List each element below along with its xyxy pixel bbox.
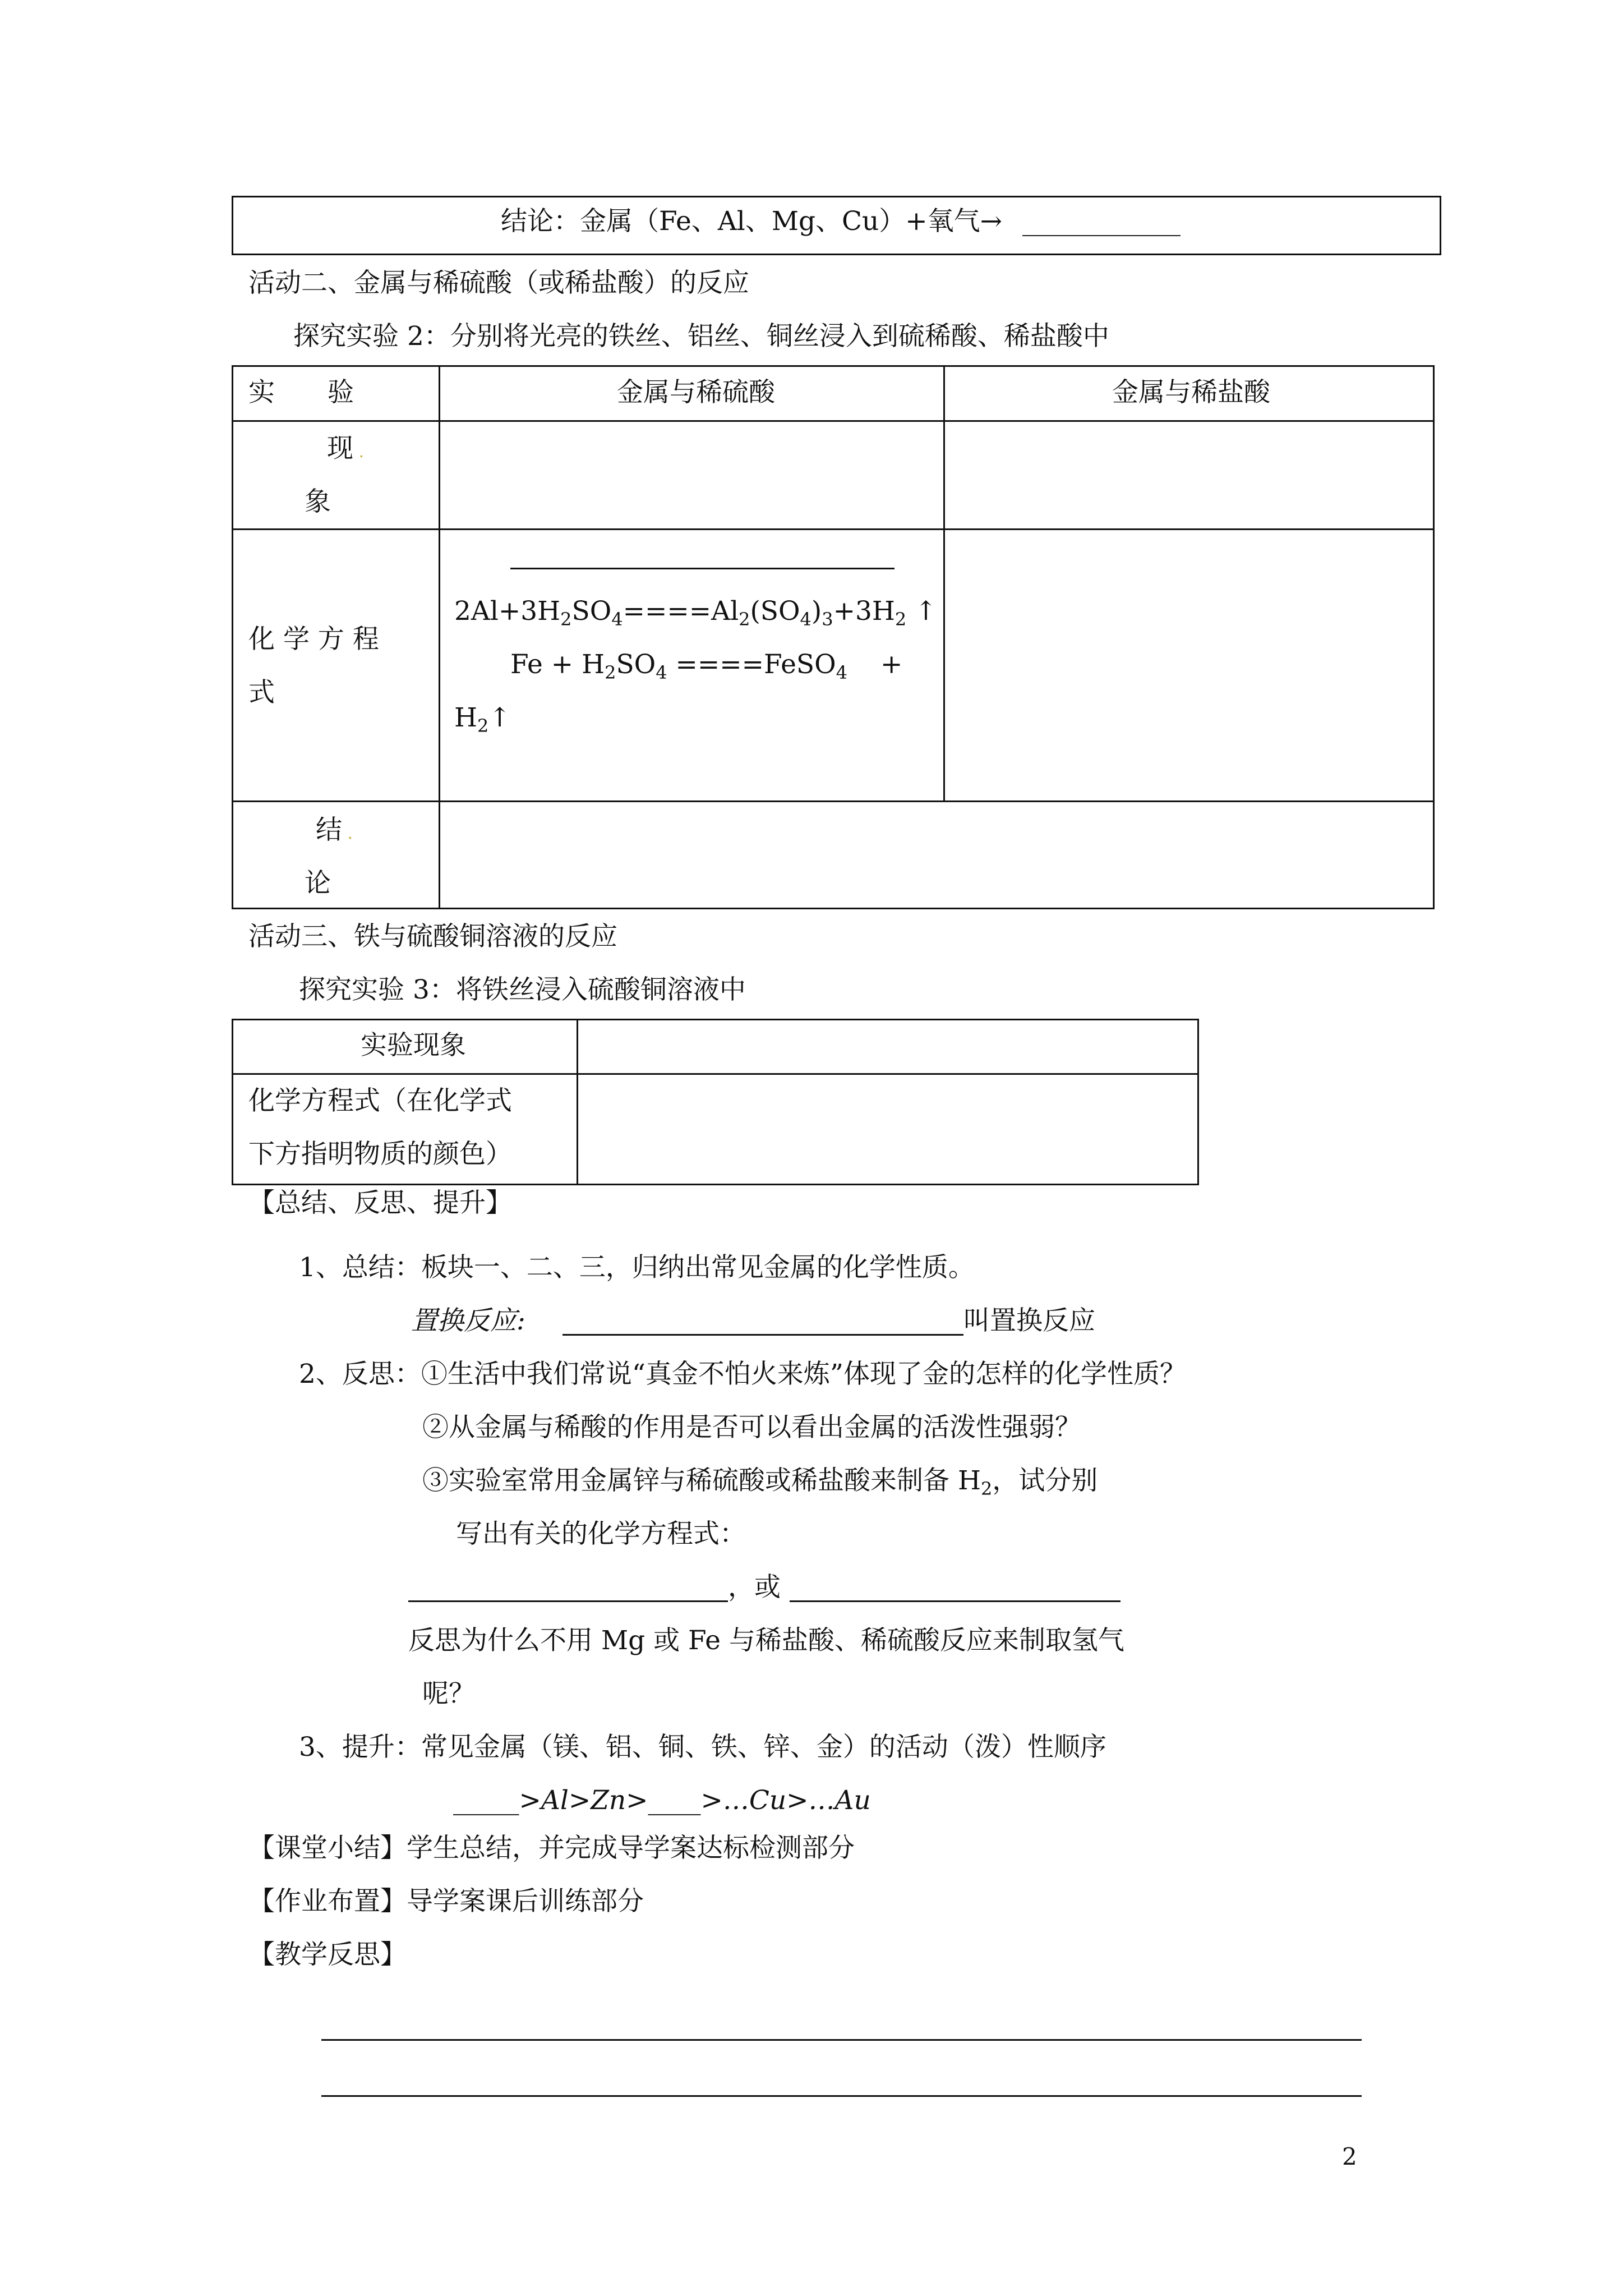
top-conclusion-blank: ____________ <box>1022 206 1181 237</box>
reflection-line-2 <box>321 2095 1362 2097</box>
reflection-line-1 <box>321 2039 1362 2041</box>
homework: 【作业布置】导学案课后训练部分 <box>248 1886 644 1917</box>
row-equation-label-2: 式 <box>248 677 275 708</box>
summary-item-2-q3: ③实验室常用金属锌与稀硫酸或稀盐酸来制备 $H_2$，试分别 <box>422 1465 1098 1499</box>
equation-blank-zinc-2 <box>790 1600 1121 1602</box>
equation-blank-line <box>510 568 895 569</box>
table2-equation-label-2: 下方指明物质的颜色） <box>248 1139 512 1170</box>
reflect-question-line2: 呢？ <box>422 1678 475 1709</box>
summary-item-2-q2: ②从金属与稀酸的作用是否可以看出金属的活泼性强弱？ <box>422 1412 1081 1443</box>
row-conclusion-label-2: 论 <box>305 868 331 899</box>
activity2-title: 活动二、金属与稀硫酸（或稀盐酸）的反应 <box>248 268 749 298</box>
summary-item-3: 3、提升：常见金属（镁、铝、铜、铁、锌、金）的活动（泼）性顺序 <box>299 1732 1106 1763</box>
equation-iron: $Fe + H_2SO_4$ ====FeSO$_4$ <box>510 649 847 683</box>
table1-header-sulfuric: 金属与稀硫酸 <box>617 377 775 408</box>
displacement-suffix: 叫置换反应 <box>963 1305 1095 1336</box>
reflect-question: 反思为什么不用 Mg 或 Fe 与稀盐酸、稀硫酸反应来制取氢气 <box>408 1625 1124 1656</box>
summary-item-2-q3-line2: 写出有关的化学方程式： <box>456 1519 746 1549</box>
activity-order: _____>Al>Zn>____>…Cu>…Au <box>453 1785 871 1816</box>
class-summary: 【课堂小结】学生总结，并完成导学案达标检测部分 <box>248 1833 855 1864</box>
row-phenomenon-label: 现 . <box>327 433 365 464</box>
table1-header-hydrochloric: 金属与稀盐酸 <box>1112 377 1270 408</box>
summary-item-2: 2、反思：①生活中我们常说“真金不怕火来炼”体现了金的怎样的化学性质？ <box>299 1359 1186 1389</box>
experiment-table-2 <box>232 365 1435 909</box>
row-conclusion-label: 结 . <box>316 815 353 845</box>
activity3-experiment: 探究实验 3：将铁丝浸入硫酸铜溶液中 <box>299 974 746 1005</box>
summary-heading: 【总结、反思、提升】 <box>248 1188 512 1218</box>
or-text: ，或 <box>728 1572 781 1603</box>
equation-iron-plus: + <box>880 649 903 680</box>
activity3-title: 活动三、铁与硫酸铜溶液的反应 <box>248 921 617 952</box>
row-equation-label: 化 学 方 程 <box>248 624 379 655</box>
table2-equation-label: 化学方程式（在化学式 <box>248 1085 512 1116</box>
equation-aluminum: $2Al+3H_2SO_4====Al_2(SO_4)_3+3H_2$ ↑ <box>454 596 937 630</box>
page-number: 2 <box>1342 2143 1357 2170</box>
row-phenomenon-label-2: 象 <box>305 486 331 517</box>
table1-header-experiment: 实 验 <box>248 377 354 408</box>
teaching-reflection: 【教学反思】 <box>248 1939 407 1970</box>
summary-item-1: 1、总结：板块一、二、三，归纳出常见金属的化学性质。 <box>299 1252 975 1283</box>
equation-iron-h2: $H_2↑$ <box>454 702 511 737</box>
equation-blank-zinc-1 <box>408 1600 728 1602</box>
displacement-blank <box>562 1334 963 1336</box>
activity2-experiment: 探究实验 2：分别将光亮的铁丝、铝丝、铜丝浸入到硫稀酸、稀盐酸中 <box>293 321 1109 352</box>
top-conclusion-label: 结论：金属（Fe、Al、Mg、Cu）+氧气→ <box>501 206 1003 237</box>
table2-phenomenon-label: 实验现象 <box>361 1030 466 1061</box>
displacement-label: 置换反应: <box>411 1305 525 1336</box>
